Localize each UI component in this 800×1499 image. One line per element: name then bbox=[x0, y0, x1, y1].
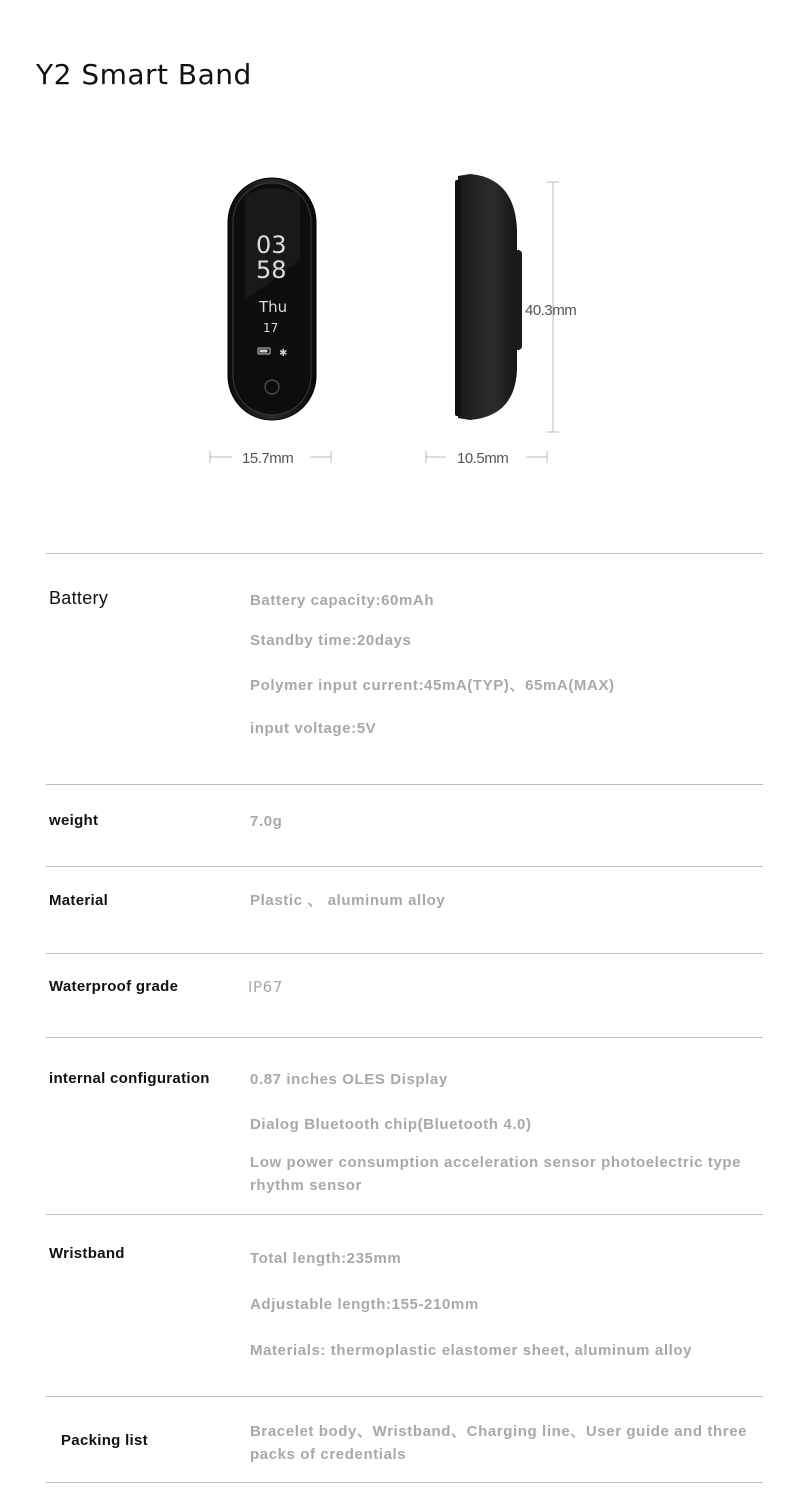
spec-row-weight bbox=[46, 785, 763, 866]
spec-label: Wristband bbox=[49, 1245, 125, 1262]
spec-label: Material bbox=[49, 892, 109, 909]
spec-table bbox=[46, 553, 763, 1483]
spec-row-wristband bbox=[46, 1215, 763, 1396]
divider bbox=[46, 1482, 763, 1483]
spec-value: 7.0g bbox=[250, 813, 283, 830]
spec-row-waterproof bbox=[46, 954, 763, 1037]
screen-hour: 03 bbox=[256, 231, 287, 259]
spec-row-internal-configuration bbox=[46, 1038, 763, 1214]
spec-label: Waterproof grade bbox=[49, 978, 179, 995]
spec-value: Total length:235mm bbox=[250, 1250, 402, 1267]
spec-value: Standby time:20days bbox=[250, 632, 412, 649]
spec-label: internal configuration bbox=[49, 1070, 210, 1087]
spec-value: Low power consumption acceleration sensor photoelectric type rhythm sensor bbox=[250, 1154, 742, 1194]
screen-date: 17 bbox=[263, 321, 279, 335]
page-title: Y2 Smart Band bbox=[36, 58, 252, 91]
spec-value: Materials: thermoplastic elastomer sheet, aluminum alloy bbox=[250, 1342, 693, 1359]
band-front-view bbox=[228, 178, 316, 420]
bluetooth-icon: ✱ bbox=[279, 348, 288, 359]
screen-minute: 58 bbox=[256, 256, 287, 284]
band-side-view bbox=[455, 174, 522, 420]
spec-row-packing-list bbox=[46, 1397, 763, 1482]
spec-label: Battery bbox=[49, 588, 109, 608]
spec-value: input voltage:5V bbox=[250, 720, 377, 737]
screen-day: Thu bbox=[259, 298, 288, 316]
spec-value: 0.87 inches OLES Display bbox=[250, 1071, 448, 1088]
spec-row-material bbox=[46, 867, 763, 953]
product-dimension-figure bbox=[0, 0, 800, 520]
spec-value: IP67 bbox=[248, 978, 283, 996]
spec-value: Plastic 、 aluminum alloy bbox=[250, 892, 446, 909]
spec-value: Dialog Bluetooth chip(Bluetooth 4.0) bbox=[250, 1116, 532, 1133]
height-dimension-label: 40.3mm bbox=[525, 302, 577, 319]
spec-label: Packing list bbox=[61, 1432, 148, 1449]
spec-value: Battery capacity:60mAh bbox=[250, 592, 435, 609]
spec-value: Adjustable length:155-210mm bbox=[250, 1296, 479, 1313]
spec-label: weight bbox=[49, 812, 99, 829]
width-dimension-label: 15.7mm bbox=[242, 450, 294, 467]
thickness-dimension-label: 10.5mm bbox=[457, 450, 509, 467]
spec-value: Polymer input current:45mA(TYP)、65mA(MAX) bbox=[250, 677, 615, 694]
spec-value: Bracelet body、Wristband、Charging line、User guide and three packs of credentials bbox=[250, 1423, 748, 1463]
spec-row-battery bbox=[46, 554, 763, 784]
